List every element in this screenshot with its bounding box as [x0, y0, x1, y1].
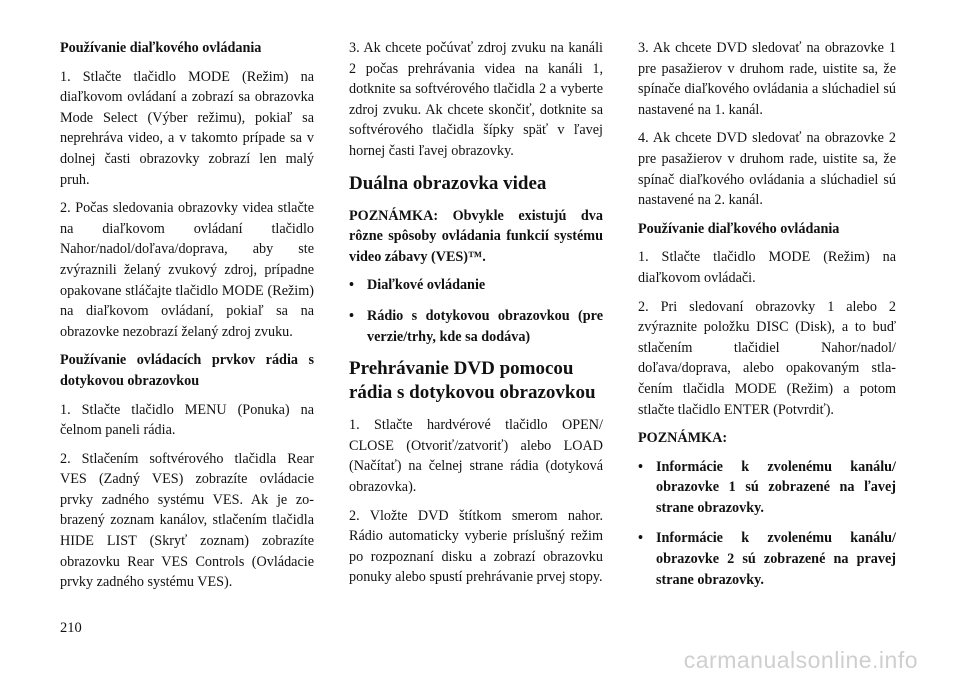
paragraph: 3. Ak chcete počúvať zdroj zvuku na kanáli 2 počas prehrávania videa na kanáli 1, dotknite sa softvérového tlačidla 2 a vyberte zdroj zvuku. Ak chcete skončiť, dotknite sa softvérového tlačidla šípky späť v ľavej hornej časti ľavej obrazovky. [349, 40, 603, 159]
list-item: • Informácie k zvolenému kanálu/ obrazovke 2 sú zobrazené na pravej strane obrazovky. [638, 528, 896, 590]
list-item: • Rádio s dotykovou obrazovkou (pre verzie/trhy, kde sa dodáva) [349, 306, 603, 347]
note: POZNÁMKA: [638, 430, 728, 447]
list-item: • Diaľkové ovládanie [349, 275, 603, 296]
paragraph: 2. Vložte DVD štítkom smerom nahor. Rádio automaticky vyberie príslušný režim po rozpoznaní disku a zobrazí obrazovku ponuky alebo spustí prehrávanie prvej stopy. [349, 507, 603, 586]
watermark: carmanualsonline.info [683, 647, 918, 673]
column-right [638, 38, 896, 600]
page-number: 210 [60, 620, 82, 636]
paragraph: 3. Ak chcete DVD sledovať na obrazovke 1 pre pasažierov v druhom rade, uistite sa, že spínače diaľkového ovládania a slúchadiel sú nastavené na 1. kanál. [638, 40, 896, 118]
bullet-list [349, 275, 603, 347]
column-left [60, 38, 314, 601]
paragraph: 4. Ak chcete DVD sledovať na obrazovke 2 pre pasažierov v druhom rade, uistite sa, že spínač diaľkového ovládania a slúchadiel sú nastavené na 2. kanál. [638, 130, 896, 209]
paragraph: 1. Stlačte tlačidlo MENU (Ponuka) na čelnom paneli rádia. [60, 401, 314, 439]
section-title-dual-video: Duálna obrazovka videa [349, 172, 547, 194]
heading-remote-control: Používanie diaľkového ovládania [638, 220, 840, 237]
heading-touchscreen-controls: Používanie ovládacích prvkov rádia s dotykovou obrazovkou [60, 352, 314, 389]
paragraph: 1. Stlačte hardvérové tlačidlo OPEN/ CLOSE (Otvoriť/zatvoriť) alebo LOAD (Načítať) na čelnej strane rádia (dotyková obrazovka). [349, 417, 603, 495]
paragraph: 1. Stlačte tlačidlo MODE (Režim) na diaľkovom ovládači. [638, 249, 896, 286]
heading-remote-control: Používanie diaľkového ovládania [60, 40, 262, 56]
section-title-dvd-playback: Prehrávanie DVD pomocou rádia s dotykovou obrazovkou [349, 358, 596, 404]
list-item: • Informácie k zvolenému kanálu/ obrazovke 1 sú zobrazené na ľavej strane obrazovky. [638, 457, 896, 519]
paragraph: 1. Stlačte tlačidlo MODE (Režim) na diaľkovom ovládaní a zobrazí sa obrazovka Mode Select (Výber režimu), pokiaľ sa neprehráva video, a v takomto prípade sa v dolnej časti obrazovky zobrazí len malý pruh. [60, 68, 314, 188]
note: POZNÁMKA: Obvykle existujú dva rôzne spôsoby ovládania funkcií systému video zábavy (VES)™. [349, 207, 603, 265]
bullet-list [638, 457, 896, 591]
paragraph: 2. Pri sledovaní obrazovky 1 alebo 2 zvýraznite položku DISC (Disk), a to buď stlačením tlačidiel Nahor/nadol/ doľava/doprava, alebo opakovaným stlačením tlačidla MODE (Režim) a potom stlačte tlačidlo ENTER (Potvrdiť). [638, 298, 896, 418]
paragraph: 2. Stlačením softvérového tlačidla Rear VES (Zadný VES) zobrazíte ovládacie prvky zadného systému VES. Ak je zobrazený zoznam kanálov, stlačením tlačidla HIDE LIST (Skryť zoznam) zobrazíte obrazovku Rear VES Controls (Ovládacie prvky zadného systému VES). [60, 450, 314, 591]
column-middle [349, 38, 603, 596]
paragraph: 2. Počas sledovania obrazovky videa stlačte na diaľkovom ovládaní tlačidlo Nahor/nadol/doľava/doprava, aby ste zvýraznili želaný zvukový zdroj, prípadne opakovane stláčajte tlačidlo MODE (Režim) na diaľkovom ovládaní, pokiaľ sa na obrazovke nezobrazí želaný zdroj zvuku. [60, 200, 314, 340]
